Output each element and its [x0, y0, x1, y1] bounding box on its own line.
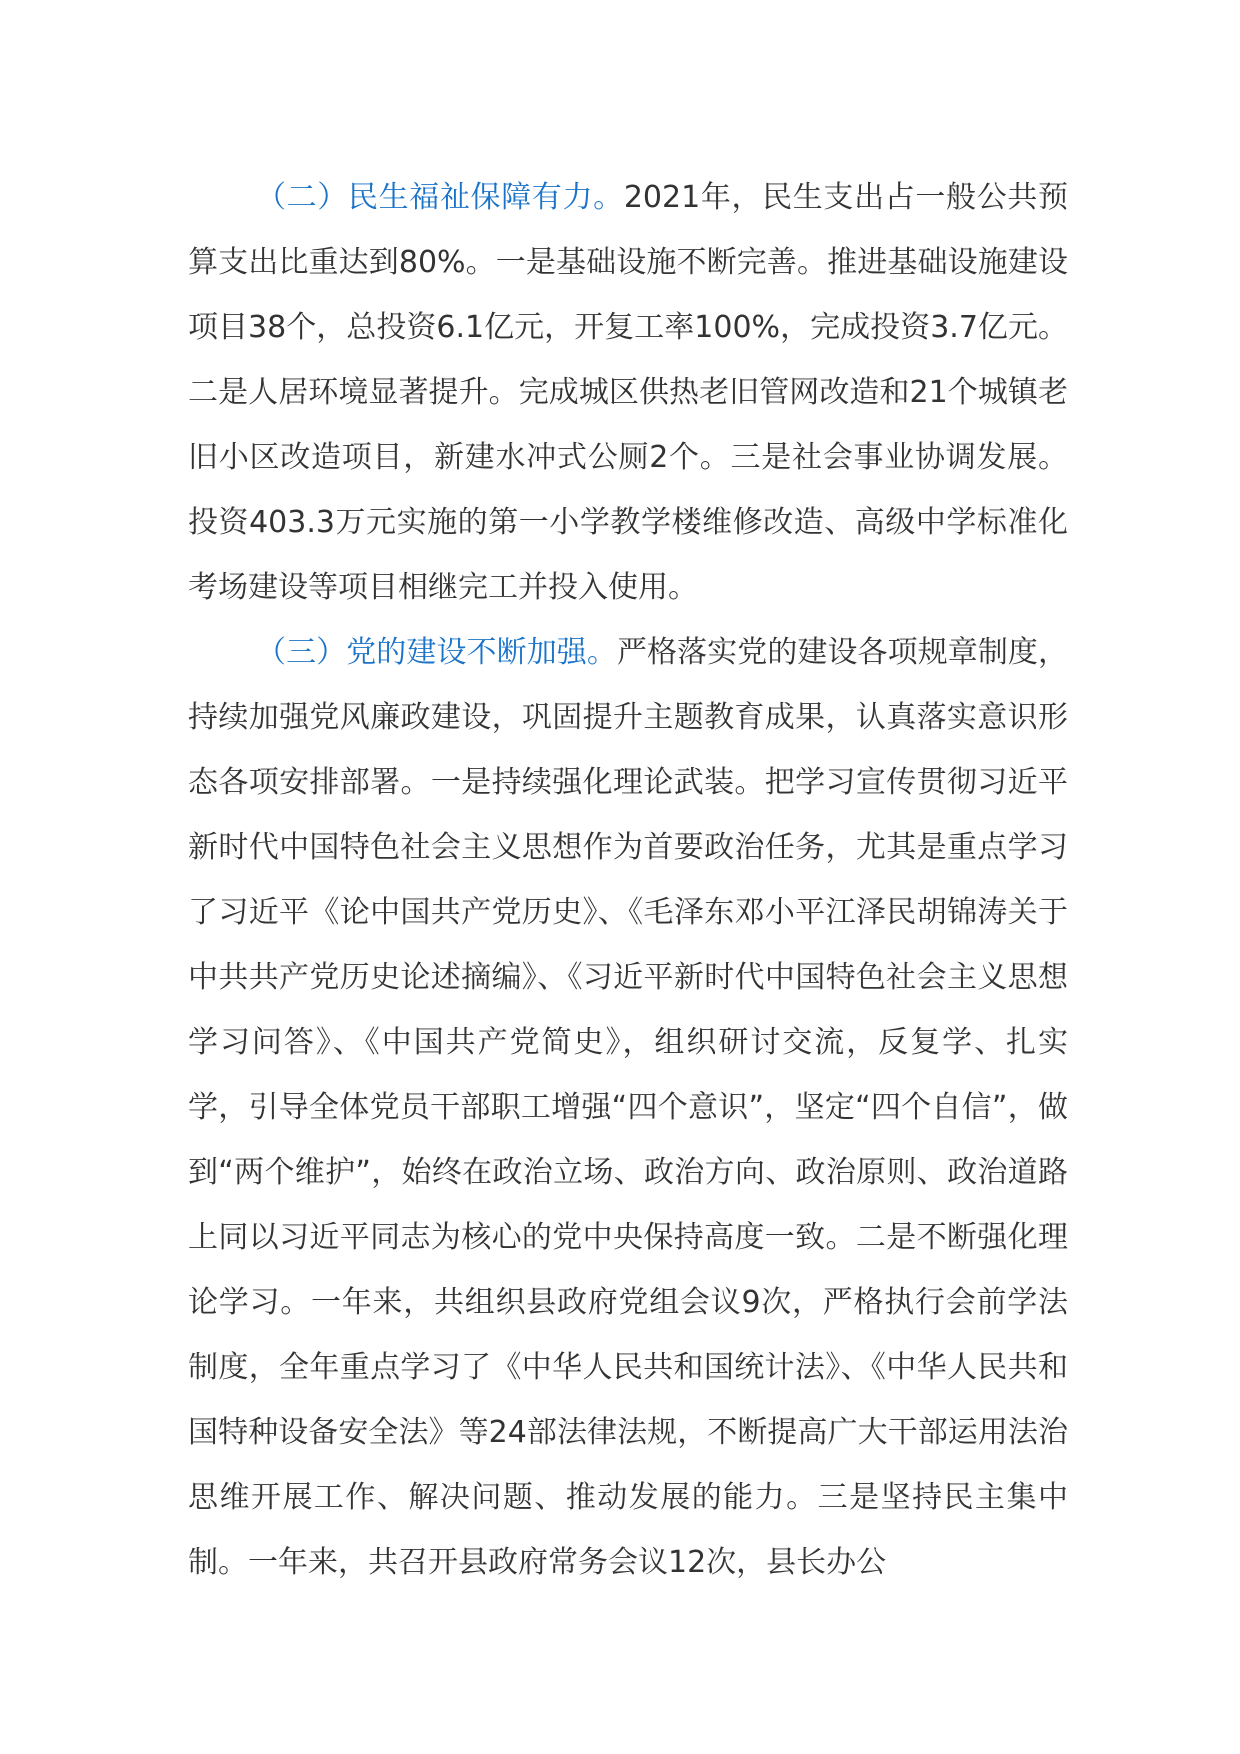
document-page — [188, 165, 1068, 1595]
section-two-paragraph — [188, 165, 1068, 620]
section-two-heading: （二）民生福祉保障有力。 — [256, 180, 624, 215]
section-three-heading: （三）党的建设不断加强。 — [256, 635, 617, 670]
section-three-body: 严格落实党的建设各项规章制度，持续加强党风廉政建设，巩固提升主题教育成果，认真落实意识形态各项安排部署。一是持续强化理论武装。把学习宣传贯彻习近平新时代中国特色社会主义思想作为首要政治任务，尤其是重点学习了习近平《论中国共产党历史》、《毛泽东邓小平江泽民胡锦涛关于中共共产党历史论述摘编》、《习近平新时代中国特色社会主义思想学习问答》、《中国共产党简史》，组织研讨交流，反复学、扎实学，引导全体党员干部职工增强“四个意识”，坚定“四个自信”，做到“两个维护”，始终在政治立场、政治方向、政治原则、政治道路上同以习近平同志为核心的党中央保持高度一致。二是不断强化理论学习。一年来，共组织县政府党组会议9次，严格执行会前学法制度，全年重点学习了《中华人民共和国统计法》、《中华人民共和国特种设备安全法》等24部法律法规，不断提高广大干部运用法治思维开展工作、解决问题、推动发展的能力。三是坚持民主集中制。一年来，共召开县政府常务会议12次，县长办公 — [188, 635, 1069, 1580]
section-three-paragraph — [188, 620, 1068, 1595]
section-two-body: 2021年，民生支出占一般公共预算支出比重达到80%。一是基础设施不断完善。推进基础设施建设项目38个，总投资6.1亿元，开复工率100%，完成投资3.7亿元。二是人居环境显著提升。完成城区供热老旧管网改造和21个城镇老旧小区改造项目，新建水冲式公厕2个。三是社会事业协调发展。投资403.3万元实施的第一小学教学楼维修改造、高级中学标准化考场建设等项目相继完工并投入使用。 — [188, 180, 1068, 605]
